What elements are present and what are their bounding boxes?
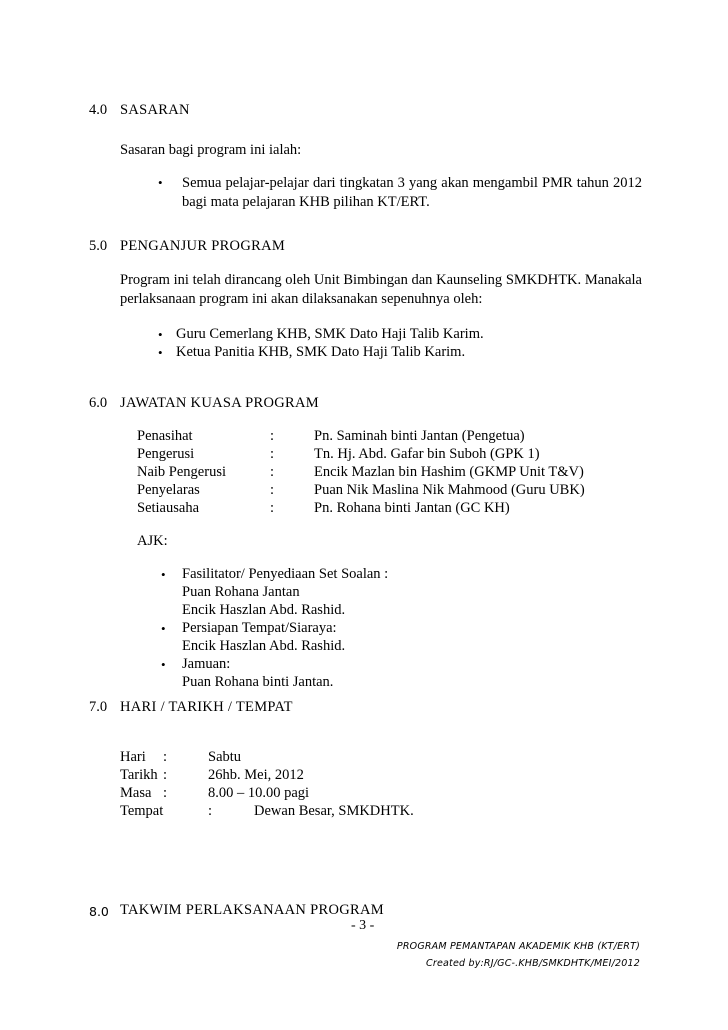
detail-sep: : <box>163 767 168 783</box>
committee-sep: : <box>270 482 275 498</box>
bullet-icon: • <box>158 175 163 190</box>
detail-label: Hari <box>120 749 146 765</box>
committee-sep: : <box>270 464 275 480</box>
committee-role: Penasihat <box>137 428 193 444</box>
section-8-title: TAKWIM PERLAKSANAAN PROGRAM <box>120 902 384 918</box>
bullet-icon: • <box>158 345 163 360</box>
detail-value: 8.00 – 10.00 pagi <box>208 785 310 801</box>
detail-label: Masa <box>120 785 152 801</box>
committee-role: Penyelaras <box>137 482 200 498</box>
section-6-number: 6.0 <box>89 395 108 411</box>
section-7-title: HARI / TARIKH / TEMPAT <box>120 699 293 715</box>
bullet-icon: • <box>161 657 166 672</box>
ajk-item-title: Persiapan Tempat/Siaraya: <box>182 620 337 636</box>
section-5-bullet-2: Ketua Panitia KHB, SMK Dato Haji Talib Karim. <box>176 344 466 360</box>
section-4-number: 4.0 <box>89 102 108 118</box>
ajk-item-title: Fasilitator/ Penyediaan Set Soalan : <box>182 566 389 582</box>
section-5-intro: Program ini telah dirancang oleh Unit Bimbingan dan Kaunseling SMKDHTK. Manakala perlaksanaan program ini akan dilaksanakan sepenuhnya oleh: <box>120 272 642 307</box>
committee-name: Puan Nik Maslina Nik Mahmood (Guru UBK) <box>314 482 585 498</box>
section-8-number: 8.0 <box>89 904 109 919</box>
footer-program-title: PROGRAM PEMANTAPAN AKADEMIK KHB (KT/ERT) <box>396 941 640 952</box>
ajk-item-title: Jamuan: <box>182 656 231 672</box>
committee-sep: : <box>270 446 275 462</box>
page-number: - 3 - <box>351 918 375 933</box>
committee-role: Naib Pengerusi <box>137 464 226 480</box>
detail-value: Sabtu <box>208 749 242 765</box>
section-4-title: SASARAN <box>120 102 190 118</box>
detail-label: Tempat <box>120 803 164 819</box>
committee-name: Encik Mazlan bin Hashim (GKMP Unit T&V) <box>314 464 584 480</box>
section-7-number: 7.0 <box>89 699 108 715</box>
committee-name: Tn. Hj. Abd. Gafar bin Suboh (GPK 1) <box>314 446 540 462</box>
ajk-member: Puan Rohana Jantan <box>182 584 300 600</box>
section-5-number: 5.0 <box>89 238 108 254</box>
ajk-member: Encik Haszlan Abd. Rashid. <box>182 602 346 618</box>
committee-sep: : <box>270 500 275 516</box>
bullet-icon: • <box>161 621 166 636</box>
committee-role: Setiausaha <box>137 500 200 516</box>
bullet-icon: • <box>161 567 166 582</box>
section-6-title: JAWATAN KUASA PROGRAM <box>120 395 319 411</box>
section-4-intro: Sasaran bagi program ini ialah: <box>120 142 302 158</box>
detail-label: Tarikh <box>120 767 158 783</box>
detail-value: 26hb. Mei, 2012 <box>208 767 304 783</box>
ajk-member: Puan Rohana binti Jantan. <box>182 674 334 690</box>
bullet-icon: • <box>158 327 163 342</box>
committee-sep: : <box>270 428 275 444</box>
section-5-title: PENGANJUR PROGRAM <box>120 238 286 254</box>
section-5-bullet-1: Guru Cemerlang KHB, SMK Dato Haji Talib Karim. <box>176 326 484 342</box>
footer-created-by: Created by:RJ/GC-.KHB/SMKDHTK/MEI/2012 <box>426 958 640 969</box>
committee-name: Pn. Rohana binti Jantan (GC KH) <box>314 500 510 516</box>
detail-sep: : <box>163 785 168 801</box>
ajk-label: AJK: <box>137 533 168 549</box>
ajk-member: Encik Haszlan Abd. Rashid. <box>182 638 346 654</box>
committee-name: Pn. Saminah binti Jantan (Pengetua) <box>314 428 525 444</box>
detail-sep: : <box>163 749 168 765</box>
committee-role: Pengerusi <box>137 446 195 462</box>
detail-value: Dewan Besar, SMKDHTK. <box>254 803 414 819</box>
detail-sep: : <box>208 803 213 819</box>
section-4-bullet-1: Semua pelajar-pelajar dari tingkatan 3 yang akan mengambil PMR tahun 2012 bagi mata pelajaran KHB pilihan KT/ERT. <box>182 175 642 210</box>
